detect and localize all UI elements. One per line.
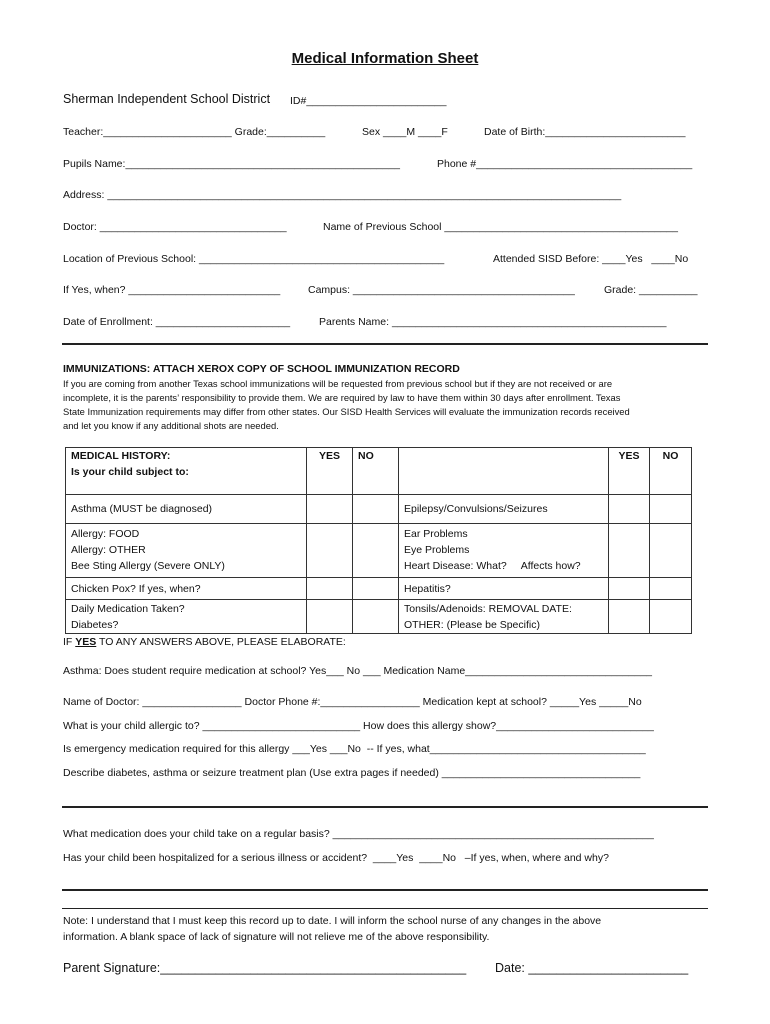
note-line: Note: I understand that I must keep this record up to date. I will inform the school nurse of any changes in the above: [63, 915, 602, 927]
yes-checkbox[interactable]: [307, 600, 353, 634]
dob-field[interactable]: Date of Birth:________________________: [484, 126, 686, 138]
phone-field[interactable]: Phone #_____________________________________: [437, 158, 693, 170]
treatment-plan-question[interactable]: Describe diabetes, asthma or seizure treatment plan (Use extra pages if needed) __________________________________: [63, 767, 641, 779]
yes-checkbox[interactable]: [609, 600, 650, 634]
address-field[interactable]: Address: ________________________________________________________________________________________: [63, 189, 622, 201]
emergency-medication-question[interactable]: Is emergency medication required for this allergy ___Yes ___No -- If yes, what_____________________________________: [63, 743, 646, 755]
district-name: Sherman Independent School District: [63, 92, 271, 106]
campus-field[interactable]: Campus: ______________________________________: [308, 284, 575, 296]
immunizations-line: and let you know if any additional shots are needed.: [63, 420, 279, 431]
elaborate-yes: YES: [75, 636, 97, 648]
immunizations-line: State Immunization requirements may differ from other states. Our SISD Health Services will evaluate the immunization records received: [63, 406, 630, 417]
medical-history-title: MEDICAL HISTORY:: [71, 450, 171, 462]
previous-school-field[interactable]: Name of Previous School ________________________________________: [323, 221, 678, 233]
divider: [62, 343, 708, 345]
condition-other: OTHER: (Please be Specific): [404, 619, 540, 631]
yes-column-header: YES: [307, 448, 353, 495]
yes-checkbox[interactable]: [609, 578, 650, 600]
divider: [62, 908, 708, 909]
condition-heart: Heart Disease: What? Affects how?: [404, 560, 581, 572]
divider: [62, 806, 708, 808]
no-checkbox[interactable]: [353, 524, 399, 578]
note-text: [63, 913, 713, 945]
doctor-medication-question[interactable]: Name of Doctor: _________________ Doctor Phone #:_________________ Medication kept at school? _____Yes _____No: [63, 696, 642, 708]
asthma-medication-question[interactable]: Asthma: Does student require medication at school? Yes___ No ___ Medication Name________________________________: [63, 665, 653, 677]
yes-checkbox[interactable]: [609, 495, 650, 524]
doctor-field[interactable]: Doctor: ________________________________: [63, 221, 287, 233]
parent-signature-field[interactable]: Parent Signature:____________________________________________: [63, 961, 467, 975]
ear-eye-heart-conditions: [399, 524, 609, 578]
tonsils-other-conditions: [399, 600, 609, 634]
condition-asthma: Asthma (MUST be diagnosed): [66, 495, 307, 524]
immunizations-line: If you are coming from another Texas school immunizations will be requested from previous school but if they are not received or are: [63, 378, 613, 389]
condition-chicken-pox: Chicken Pox? If yes, when?: [66, 578, 307, 600]
note-line: information. A blank space of lack of signature will not relieve me of the above responsibility.: [63, 931, 490, 943]
no-checkbox[interactable]: [650, 495, 692, 524]
medical-history-header: [66, 448, 307, 495]
if-yes-when-field[interactable]: If Yes, when? __________________________: [63, 284, 281, 296]
condition-bee-sting: Bee Sting Allergy (Severe ONLY): [71, 560, 225, 572]
condition-diabetes: Diabetes?: [71, 619, 119, 631]
no-column-header: NO: [353, 448, 399, 495]
grade-field[interactable]: Grade: __________: [604, 284, 698, 296]
immunizations-heading: IMMUNIZATIONS: ATTACH XEROX COPY OF SCHOOL IMMUNIZATION RECORD: [63, 363, 460, 375]
no-checkbox[interactable]: [353, 600, 399, 634]
medical-history-table: [65, 447, 692, 634]
enrollment-date-field[interactable]: Date of Enrollment: _______________________: [63, 316, 291, 328]
condition-tonsils: Tonsils/Adenoids: REMOVAL DATE:: [404, 603, 572, 615]
immunizations-text: [63, 377, 713, 433]
yes-checkbox[interactable]: [307, 578, 353, 600]
elaborate-instruction: [63, 636, 346, 648]
no-checkbox[interactable]: [650, 600, 692, 634]
condition-allergy-other: Allergy: OTHER: [71, 544, 146, 556]
medical-history-subtitle: Is your child subject to:: [71, 466, 189, 478]
yes-checkbox[interactable]: [609, 524, 650, 578]
condition-hepatitis: Hepatitis?: [399, 578, 609, 600]
id-field[interactable]: ID#________________________: [290, 95, 447, 107]
divider: [62, 889, 708, 891]
attended-sisd-field[interactable]: Attended SISD Before: ____Yes ____No: [493, 253, 689, 265]
condition-epilepsy: Epilepsy/Convulsions/Seizures: [399, 495, 609, 524]
condition-daily-medication: Daily Medication Taken?: [71, 603, 185, 615]
regular-medication-question[interactable]: What medication does your child take on a regular basis? _______________________________________________________: [63, 828, 654, 840]
hospitalized-question[interactable]: Has your child been hospitalized for a serious illness or accident? ____Yes ____No –If yes, when, where and why?: [63, 852, 609, 864]
signature-date-field[interactable]: Date: _______________________: [495, 961, 689, 975]
yes-checkbox[interactable]: [307, 495, 353, 524]
no-checkbox[interactable]: [353, 578, 399, 600]
sex-field[interactable]: Sex ____M ____F: [362, 126, 448, 138]
no-checkbox[interactable]: [650, 524, 692, 578]
no-checkbox[interactable]: [650, 578, 692, 600]
allergy-conditions: [66, 524, 307, 578]
immunizations-line: incomplete, it is the parents’ responsibility to provide them. We are required by law to have them within 30 days after enrollment. Texas: [63, 392, 621, 403]
teacher-grade-field[interactable]: Teacher:______________________ Grade:__________: [63, 126, 326, 138]
page-title: Medical Information Sheet: [291, 50, 479, 67]
pupils-name-field[interactable]: Pupils Name:_______________________________________________: [63, 158, 400, 170]
no-checkbox[interactable]: [353, 495, 399, 524]
condition-allergy-food: Allergy: FOOD: [71, 528, 140, 540]
allergy-question[interactable]: What is your child allergic to? ___________________________ How does this allergy show?___________________________: [63, 720, 654, 732]
condition-eye: Eye Problems: [404, 544, 470, 556]
yes-column-header: YES: [609, 448, 650, 495]
blank-header: [399, 448, 609, 495]
parents-name-field[interactable]: Parents Name: _______________________________________________: [319, 316, 667, 328]
elaborate-suffix: TO ANY ANSWERS ABOVE, PLEASE ELABORATE:: [96, 636, 346, 648]
yes-checkbox[interactable]: [307, 524, 353, 578]
condition-ear: Ear Problems: [404, 528, 468, 540]
elaborate-prefix: IF: [63, 636, 76, 648]
no-column-header: NO: [650, 448, 692, 495]
medication-diabetes-conditions: [66, 600, 307, 634]
location-field[interactable]: Location of Previous School: __________________________________________: [63, 253, 445, 265]
